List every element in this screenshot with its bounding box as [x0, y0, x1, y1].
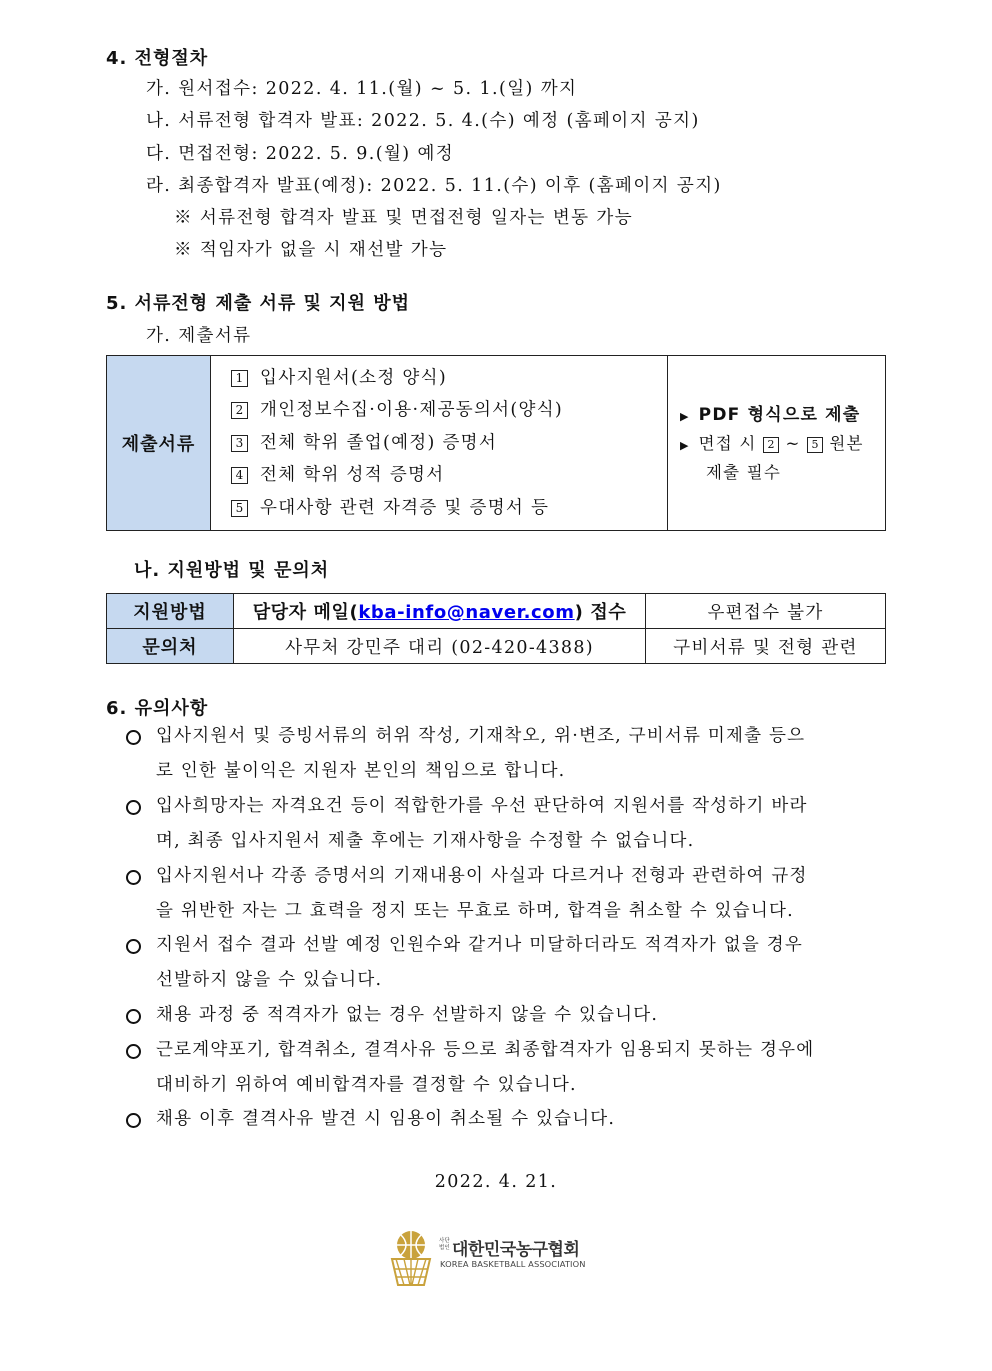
- basketball-hoop-icon: [388, 1229, 434, 1289]
- documents-notes: [680, 401, 885, 486]
- triangle-bullet-icon: ▶: [680, 438, 690, 452]
- interview-note-tilde: ~: [785, 433, 801, 453]
- document-number: 2: [231, 402, 248, 419]
- caution-line: 입사희망자는 자격요건 등이 적합한가를 우선 판단하여 지원서를 작성하기 바라: [156, 796, 808, 816]
- document-text: 입사지원서(소정 양식): [260, 367, 447, 388]
- interview-note-post: 원본: [829, 433, 864, 453]
- section5-title: 5. 서류전형 제출 서류 및 지원 방법: [106, 293, 411, 314]
- documents-header: 제출서류: [121, 434, 196, 455]
- documents-list-cell: [211, 356, 668, 531]
- interview-note-line2: 제출 필수: [706, 462, 782, 482]
- document-item: [231, 427, 667, 460]
- caution-line: 을 위반한 자는 그 효력을 정지 또는 무효로 하며, 합격을 취소할 수 있습니다.: [156, 901, 794, 921]
- caution-item: [156, 928, 898, 998]
- apply-table: [106, 593, 886, 664]
- contact-label: 문의처: [142, 637, 198, 658]
- interview-note-number: 2: [763, 437, 779, 453]
- interview-note-number: 5: [807, 437, 823, 453]
- caution-line: 입사지원서 및 증빙서류의 허위 작성, 기재착오, 위·변조, 구비서류 미제출 등으: [156, 726, 806, 746]
- pdf-note: PDF 형식으로 제출: [698, 404, 861, 425]
- caution-item: [156, 789, 898, 859]
- triangle-bullet-icon: ▶: [680, 409, 690, 423]
- logo-small-text: 사단법인: [439, 1238, 450, 1251]
- circle-bullet-icon: [126, 870, 141, 885]
- apply-value-post: ) 접수: [574, 602, 627, 623]
- apply-value-pre: 담당자 메일(: [252, 602, 359, 623]
- contact-label-cell: [107, 629, 234, 664]
- circle-bullet-icon: [126, 1044, 141, 1059]
- kba-logo: [388, 1229, 608, 1293]
- schedule-item: 나. 서류전형 합격자 발표: 2022. 5. 4.(수) 예정 (홈페이지 공지): [146, 111, 700, 131]
- document-text: 우대사항 관련 자격증 및 증명서 등: [260, 497, 550, 518]
- logo-english: KOREA BASKETBALL ASSOCIATION: [440, 1259, 586, 1269]
- contact-value-cell: [234, 629, 646, 664]
- document-item: [231, 394, 667, 427]
- caution-line: 대비하기 위하여 예비합격자를 결정할 수 있습니다.: [156, 1075, 577, 1095]
- caution-line: 입사지원서나 각종 증명서의 기재내용이 사실과 다르거나 전형과 관련하여 규정: [156, 866, 808, 886]
- caution-item: [156, 719, 898, 789]
- schedule-note: ※ 서류전형 합격자 발표 및 면접전형 일자는 변동 가능: [174, 208, 634, 228]
- document-item: [231, 362, 667, 395]
- subsection-a-title: 가. 제출서류: [146, 326, 252, 346]
- caution-line: 근로계약포기, 합격취소, 결격사유 등으로 최종합격자가 임용되지 못하는 경우에: [156, 1040, 815, 1060]
- apply-label-cell: [107, 594, 234, 629]
- email-link[interactable]: kba-info@naver.com: [358, 602, 575, 623]
- logo-name: 대한민국농구협회: [452, 1240, 580, 1260]
- interview-note-pre: 면접 시: [698, 433, 757, 453]
- caution-item: [156, 1033, 898, 1103]
- circle-bullet-icon: [126, 1009, 141, 1024]
- section6-title: 6. 유의사항: [106, 698, 209, 719]
- circle-bullet-icon: [126, 1113, 141, 1128]
- circle-bullet-icon: [126, 800, 141, 815]
- caution-line: 채용 과정 중 적격자가 없는 경우 선발하지 않을 수 있습니다.: [156, 1005, 659, 1025]
- section4-title: 4. 전형절차: [106, 48, 209, 69]
- documents-notes-cell: [668, 356, 886, 531]
- document-number: 1: [231, 370, 248, 387]
- documents-list: [231, 362, 667, 525]
- apply-value: [253, 602, 627, 623]
- document-date: 2022. 4. 21.: [434, 1172, 558, 1192]
- document-number: 5: [231, 500, 248, 517]
- caution-item: [156, 998, 898, 1033]
- document-number: 4: [231, 467, 248, 484]
- documents-table: [106, 355, 886, 531]
- contact-note: 구비서류 및 전형 관련: [673, 637, 858, 658]
- caution-line: 선발하지 않을 수 있습니다.: [156, 970, 383, 990]
- apply-note: 우편접수 불가: [707, 602, 824, 623]
- circle-bullet-icon: [126, 939, 141, 954]
- caution-item: [156, 1102, 898, 1137]
- contact-value: 사무처 강민주 대리 (02-420-4388): [285, 637, 594, 658]
- documents-header-cell: [107, 356, 211, 531]
- document-text: 전체 학위 졸업(예정) 증명서: [260, 432, 498, 453]
- apply-note-cell: [646, 594, 886, 629]
- caution-line: 며, 최종 입사지원서 제출 후에는 기재사항을 수정할 수 없습니다.: [156, 831, 695, 851]
- caution-item: [156, 859, 898, 929]
- subsection-b-title: 나. 지원방법 및 문의처: [134, 560, 330, 581]
- schedule-item: 다. 면접전형: 2022. 5. 9.(월) 예정: [146, 144, 455, 164]
- caution-line: 채용 이후 결격사유 발견 시 임용이 취소될 수 있습니다.: [156, 1109, 616, 1129]
- schedule-item: 라. 최종합격자 발표(예정): 2022. 5. 11.(수) 이후 (홈페이지 공지): [146, 176, 722, 196]
- document-text: 개인정보수집·이용·제공동의서(양식): [260, 400, 564, 421]
- apply-label: 지원방법: [133, 602, 207, 623]
- document-text: 전체 학위 성적 증명서: [260, 465, 445, 486]
- apply-value-cell: [234, 594, 646, 629]
- document-item: [231, 492, 667, 525]
- document-item: [231, 459, 667, 492]
- caution-line: 지원서 접수 결과 선발 예정 인원수와 같거나 미달하더라도 적격자가 없을 경우: [156, 935, 803, 955]
- schedule-item: 가. 원서접수: 2022. 4. 11.(월) ~ 5. 1.(일) 까지: [146, 79, 578, 99]
- contact-note-cell: [646, 629, 886, 664]
- document-number: 3: [231, 435, 248, 452]
- caution-line: 로 인한 불이익은 지원자 본인의 책임으로 합니다.: [156, 761, 566, 781]
- circle-bullet-icon: [126, 730, 141, 745]
- schedule-note: ※ 적임자가 없을 시 재선발 가능: [174, 240, 448, 260]
